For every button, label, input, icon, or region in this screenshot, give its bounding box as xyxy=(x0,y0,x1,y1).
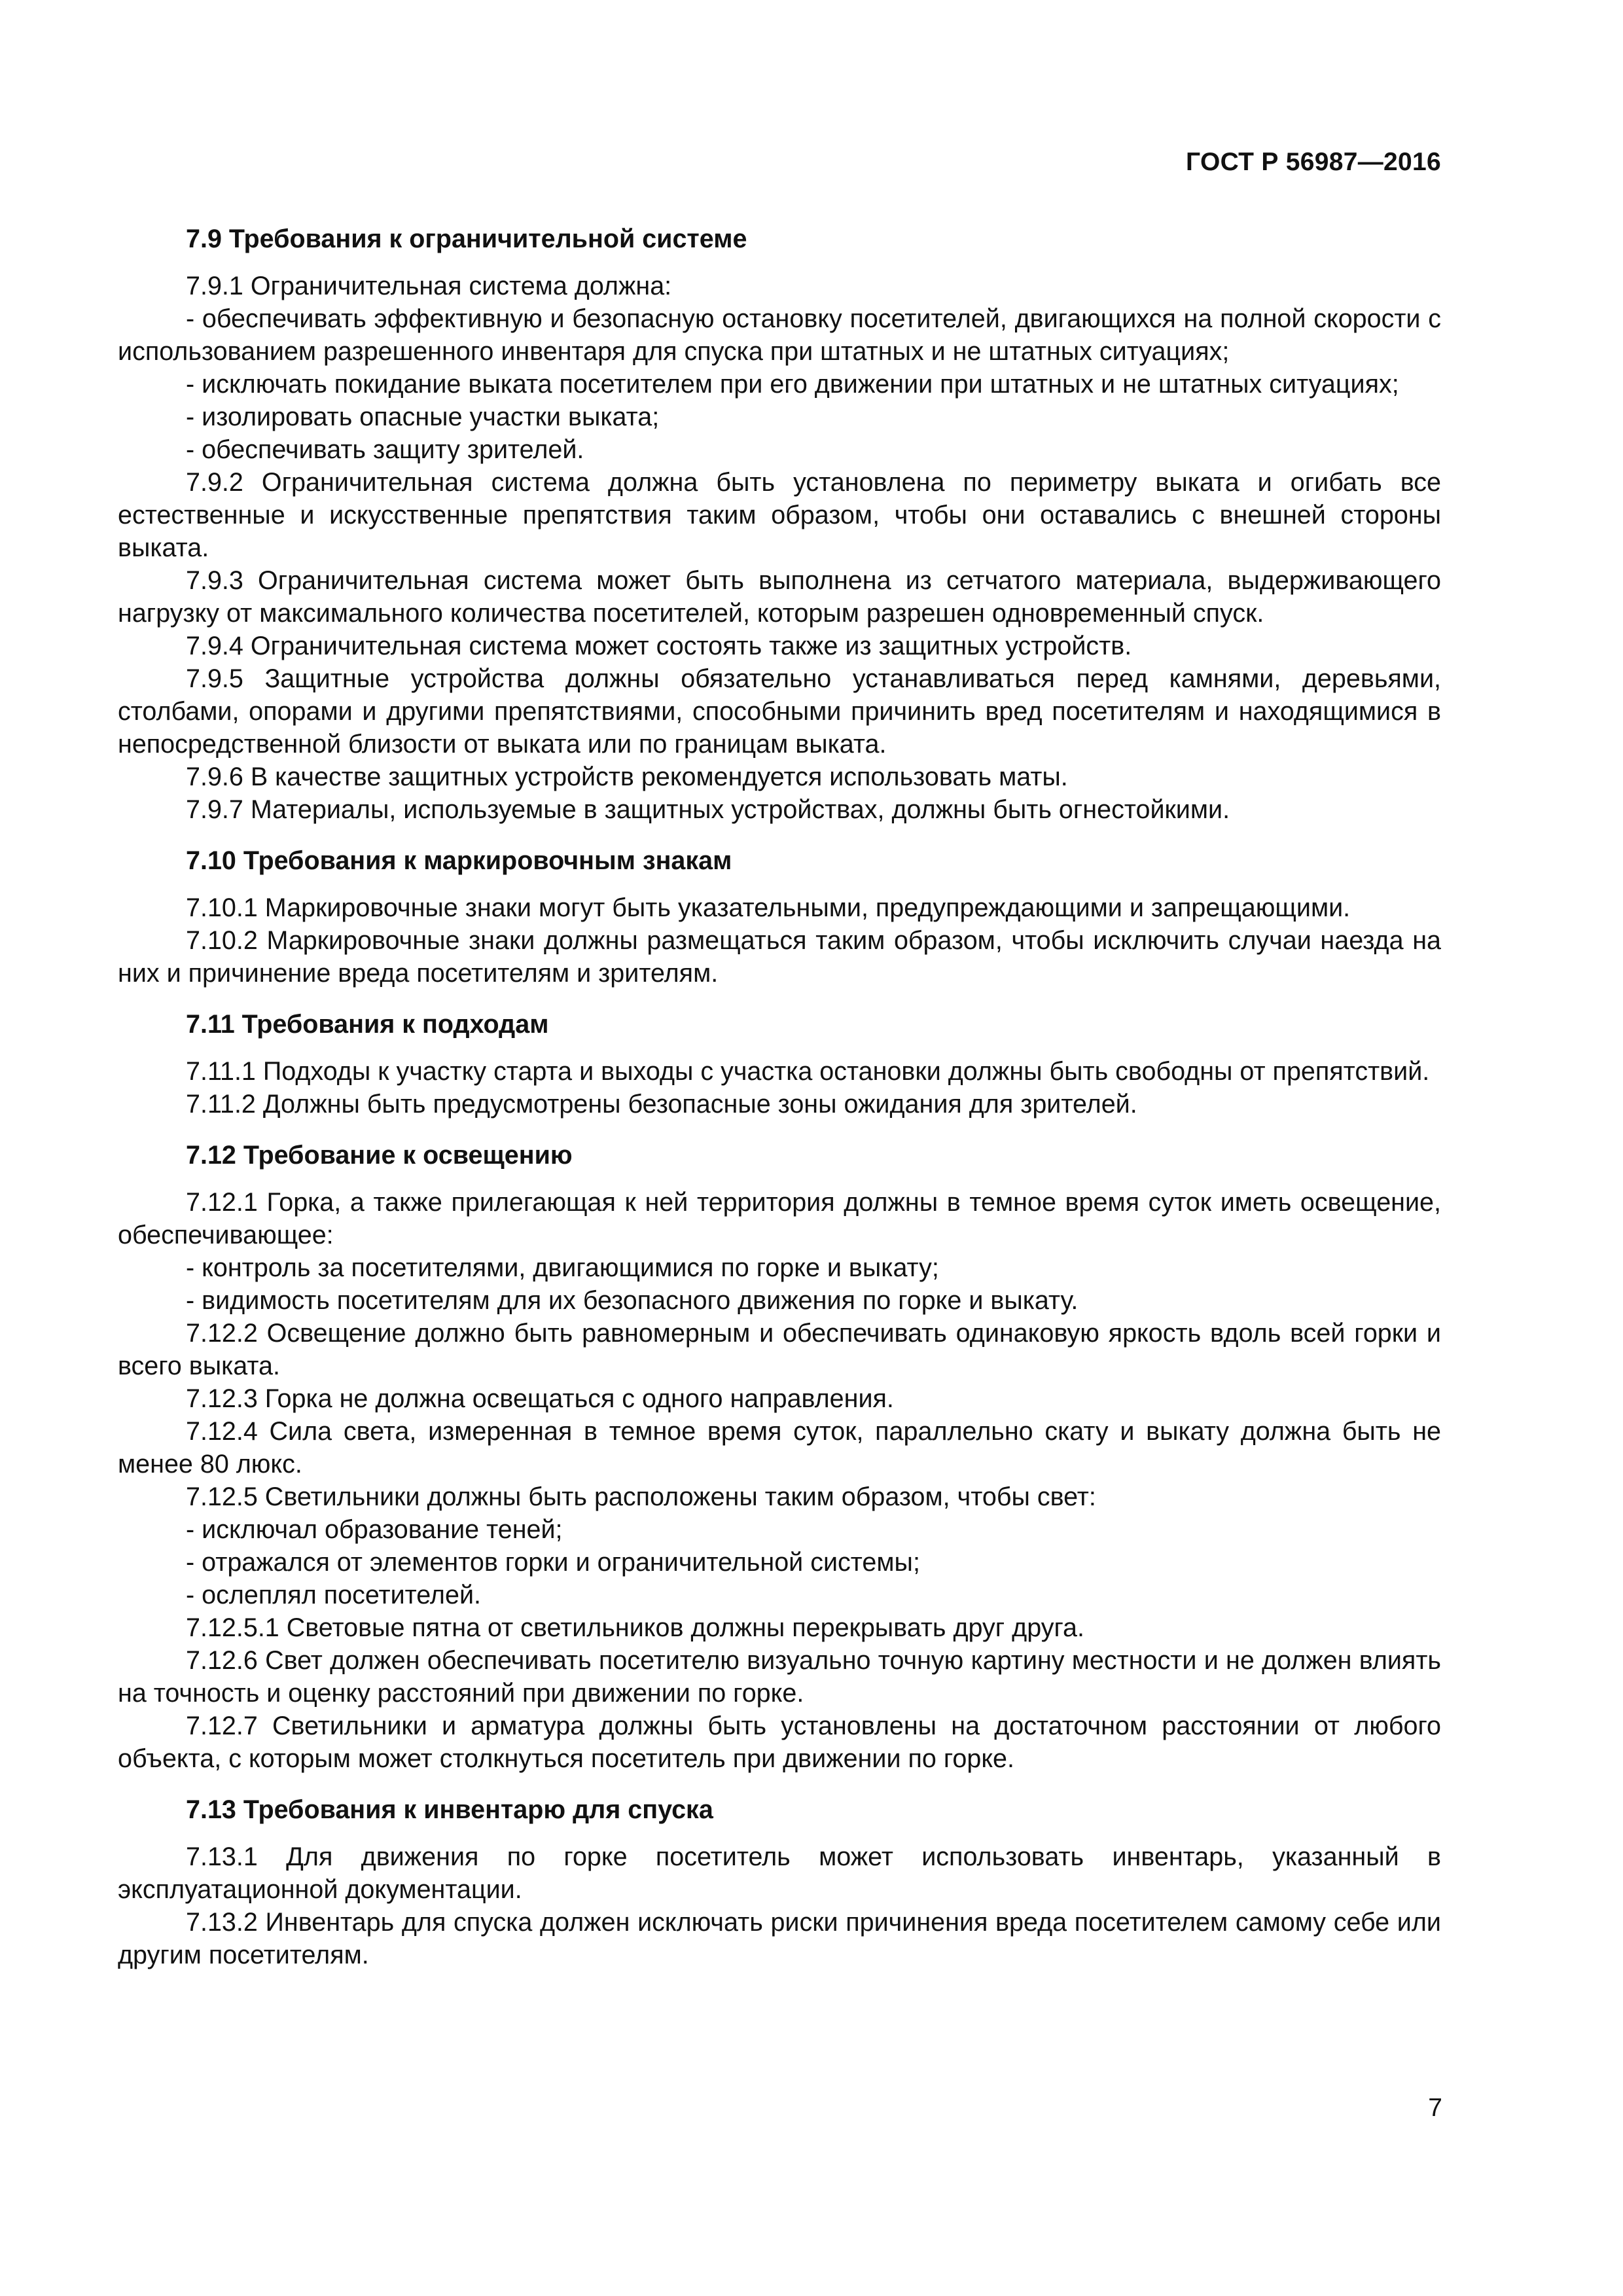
section-heading-7-13: 7.13 Требования к инвентарю для спуска xyxy=(186,1795,713,1824)
paragraph: 7.13.1 Для движения по горке посетитель может использовать инвентарь, указанный в эксплуатационной документации. xyxy=(118,1842,1441,1904)
paragraph: 7.11.2 Должны быть предусмотрены безопасные зоны ожидания для зрителей. xyxy=(186,1090,1137,1119)
paragraph: - исключать покидание выката посетителем при его движении при штатных и не штатных ситуациях; xyxy=(186,370,1399,399)
paragraph: 7.10.2 Маркировочные знаки должны размещаться таким образом, чтобы исключить случаи наезда на них и причинение вреда посетителям и зрителям. xyxy=(118,926,1441,988)
paragraph: 7.10.1 Маркировочные знаки могут быть указательными, предупреждающими и запрещающими. xyxy=(186,893,1351,922)
paragraph: - контроль за посетителями, двигающимися по горке и выкату; xyxy=(186,1253,939,1282)
section-heading-7-10: 7.10 Требования к маркировочным знакам xyxy=(186,846,732,875)
section-heading-7-11: 7.11 Требования к подходам xyxy=(186,1010,549,1039)
paragraph: 7.9.3 Ограничительная система может быть выполнена из сетчатого материала, выдерживающего нагрузку от максимального количества посетителей, которым разрешен одновременный спуск. xyxy=(118,566,1441,628)
paragraph: 7.9.2 Ограничительная система должна быть установлена по периметру выката и огибать все естественные и искусственные препятствия таким образом, чтобы они оставались с внешней стороны выката. xyxy=(118,468,1441,562)
section-heading-7-9: 7.9 Требования к ограничительной системе xyxy=(186,224,747,253)
paragraph: - обеспечивать защиту зрителей. xyxy=(186,435,584,464)
paragraph: - ослеплял посетителей. xyxy=(186,1581,481,1609)
paragraph: 7.12.3 Горка не должна освещаться с одного направления. xyxy=(186,1384,894,1413)
paragraph: 7.12.2 Освещение должно быть равномерным и обеспечивать одинаковую яркость вдоль всей горки и всего выката. xyxy=(118,1319,1441,1380)
section-heading-7-12: 7.12 Требование к освещению xyxy=(186,1141,573,1170)
paragraph: 7.11.1 Подходы к участку старта и выходы с участка остановки должны быть свободны от препятствий. xyxy=(186,1057,1430,1086)
document-body xyxy=(118,223,1441,1971)
paragraph: 7.12.1 Горка, а также прилегающая к ней территория должны в темное время суток иметь освещение, обеспечивающее: xyxy=(118,1188,1441,1249)
paragraph: 7.12.5 Светильники должны быть расположены таким образом, чтобы свет: xyxy=(186,1482,1096,1511)
page-number: 7 xyxy=(1428,2094,1442,2122)
paragraph: 7.12.7 Светильники и арматура должны быть установлены на достаточном расстоянии от любого объекта, с которым может столкнуться посетитель при движении по горке. xyxy=(118,1712,1441,1773)
paragraph: - видимость посетителям для их безопасного движения по горке и выкату. xyxy=(186,1286,1079,1315)
paragraph: - отражался от элементов горки и ограничительной системы; xyxy=(186,1548,920,1577)
paragraph: 7.9.7 Материалы, используемые в защитных устройствах, должны быть огнестойкими. xyxy=(186,795,1230,824)
paragraph: 7.9.5 Защитные устройства должны обязательно устанавливаться перед камнями, деревьями, столбами, опорами и другими препятствиями, способными причинить вред посетителям и находящимися в непосредственной близости от выката или по границам выката. xyxy=(118,664,1441,759)
paragraph: 7.9.1 Ограничительная система должна: xyxy=(186,272,672,300)
paragraph: - исключал образование теней; xyxy=(186,1515,563,1544)
paragraph: 7.13.2 Инвентарь для спуска должен исключать риски причинения вреда посетителем самому себе или другим посетителям. xyxy=(118,1908,1441,1969)
paragraph: 7.12.4 Сила света, измеренная в темное время суток, параллельно скату и выкату должна быть не менее 80 люкс. xyxy=(118,1417,1441,1479)
paragraph: 7.9.6 В качестве защитных устройств рекомендуется использовать маты. xyxy=(186,762,1068,791)
paragraph: - обеспечивать эффективную и безопасную остановку посетителей, двигающихся на полной скорости с использованием разрешенного инвентаря для спуска при штатных и не штатных ситуациях; xyxy=(118,304,1441,366)
paragraph: 7.12.6 Свет должен обеспечивать посетителю визуально точную картину местности и не должен влиять на точность и оценку расстояний при движении по горке. xyxy=(118,1646,1441,1708)
paragraph: - изолировать опасные участки выката; xyxy=(186,403,660,431)
paragraph: 7.9.4 Ограничительная система может состоять также из защитных устройств. xyxy=(186,632,1132,660)
document-code-header: ГОСТ Р 56987—2016 xyxy=(1186,148,1441,176)
paragraph: 7.12.5.1 Световые пятна от светильников должны перекрывать друг друга. xyxy=(186,1613,1084,1642)
